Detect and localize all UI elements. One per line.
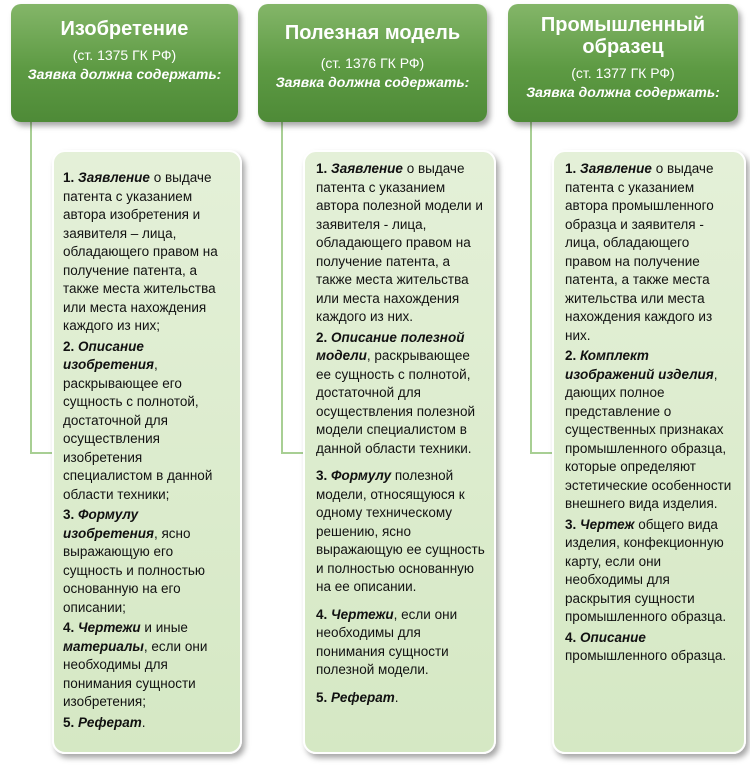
list-item: 2. Описание изобретения, раскрывающее его сущность с полнотой, достаточной для осуществления изобретения специалистом в данной области техники; [63, 338, 213, 502]
list-item: 3. Формулу полезной модели, относящуюся к одному техническому решению, ясно выражающую ее сущность и полностью основанную на ее описании. [316, 468, 485, 594]
content-box-industrial-design [552, 150, 746, 754]
header-invention [11, 4, 238, 122]
list-item: 4. Чертежи, если они необходимы для понимания сущности полезной модели. [316, 606, 458, 677]
list-item: 3. Формулу изобретения, ясно выражающую его сущность и полностью основанную на его описании; [63, 507, 206, 615]
content-box-utility-model [303, 150, 496, 754]
header-requirement: Заявка должна содержать: [526, 84, 720, 100]
header-article: (ст. 1376 ГК РФ) [320, 55, 425, 71]
header-title: Промышленный образец [540, 14, 706, 58]
list-item: 2. Комплект изображений изделия, дающих полное представление о существенных признаках промышленного образца, которые определяют эстетические особенности внешнего вида изделия. [565, 348, 732, 511]
header-utility-model [258, 4, 487, 122]
content-box-invention [52, 150, 242, 754]
header-requirement: Заявка должна содержать: [275, 74, 470, 90]
list-item: 1. Заявление о выдаче патента с указанием автора полезной модели и заявителя - лица, обладающего правом на получение патента, а также места жительства или места нахождения каждого из них. [316, 161, 483, 324]
header-title: Полезная модель [284, 22, 461, 44]
header-title: Изобретение [60, 18, 189, 40]
list-item: 1. Заявление о выдаче патента с указанием автора промышленного образца и заявителя - лица, обладающего правом на получение патента, а также места жительства или места нахождения каждого из них. [565, 161, 714, 343]
list-item: 2. Описание полезной модели, раскрывающее ее сущность с полнотой, достаточной для осуществления полезной модели специалистом в данной области техники. [316, 329, 476, 456]
header-article: (ст. 1377 ГК РФ) [571, 65, 675, 81]
list-item: 5. Реферат. [316, 689, 399, 705]
list-item: 4. Описание промышленного образца. [565, 629, 727, 663]
header-article: (ст. 1375 ГК РФ) [72, 47, 177, 63]
list-item: 3. Чертеж общего вида изделия, конфекционную карту, если они необходимы для раскрытия сущности промышленного образца. [565, 516, 727, 624]
list-item: 5. Реферат. [63, 714, 146, 730]
list-item: 4. Чертежи и иные материалы, если они необходимы для понимания сущности изобретения; [63, 620, 208, 709]
header-industrial-design [508, 4, 738, 122]
list-item: 1. Заявление о выдаче патента с указанием автора изобретения и заявителя – лица, обладающего правом на получение патента, а также места жительства или места нахождения каждого из них; [63, 170, 218, 333]
header-requirement: Заявка должна содержать: [27, 66, 222, 82]
